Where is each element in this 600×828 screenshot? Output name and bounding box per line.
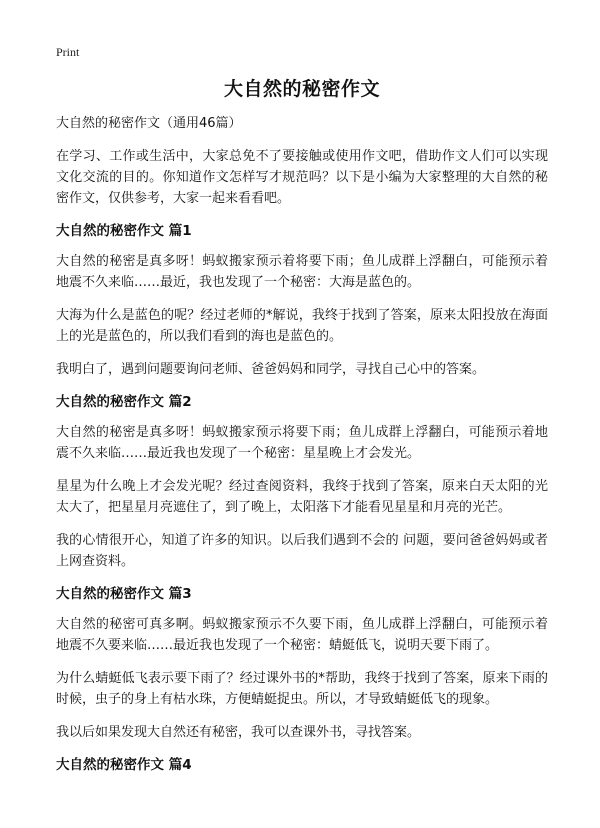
essay-section-1 xyxy=(56,221,548,380)
page-title: 大自然的秘密作文 xyxy=(223,78,380,100)
section-1-paragraph-1: 大自然的秘密是真多呀！蚂蚁搬家预示着将要下雨；鱼儿成群上浮翻白，可能预示着地震不久来临……最近，我也发现了一个秘密：大海是蓝色的。 xyxy=(56,254,548,290)
essay-section-3 xyxy=(56,584,548,743)
intro-paragraph: 在学习、工作或生活中，大家总免不了要接触或使用作文吧，借助作文人们可以实现文化交流的目的。你知道作文怎样写才规范吗？以下是小编为大家整理的大自然的秘密作文，仅供参考，大家一起来看看吧。 xyxy=(56,149,548,206)
section-heading-4: 大自然的秘密作文 篇4 xyxy=(56,757,192,773)
section-2-paragraph-1: 大自然的秘密是真多呀！蚂蚁搬家预示将要下雨；鱼儿成群上浮翻白，可能预示着地震不久来临……最近我也发现了一个秘密：星星晚上才会发光。 xyxy=(56,425,548,461)
section-3-paragraph-1: 大自然的秘密可真多啊。蚂蚁搬家预示不久要下雨，鱼儿成群上浮翻白，可能预示着地震不久要来临……最近我也发现了一个秘密：蜻蜓低飞，说明天要下雨了。 xyxy=(56,617,548,653)
section-3-paragraph-2: 为什么蜻蜓低飞表示要下雨了？经过课外书的*帮助，我终于找到了答案，原来下雨的时候，虫子的身上有枯水珠，方便蜻蜓捉虫。所以，才导致蜻蜓低飞的现象。 xyxy=(56,671,548,707)
section-2-paragraph-3: 我的心情很开心，知道了许多的知识。以后我们遇到不会的 问题，要问爸爸妈妈或者上网查资料。 xyxy=(56,533,548,569)
essay-section-2 xyxy=(56,392,548,572)
section-heading-2: 大自然的秘密作文 篇2 xyxy=(56,394,192,410)
essay-section-4 xyxy=(56,755,548,775)
document-subtitle: 大自然的秘密作文（通用46篇） xyxy=(56,116,242,131)
section-2-paragraph-2: 星星为什么晚上才会发光呢？经过查阅资料，我终于找到了答案，原来白天太阳的光太大了，把星星月亮遮住了，到了晚上，太阳落下才能看见星星和月亮的光芒。 xyxy=(56,479,548,515)
section-heading-1: 大自然的秘密作文 篇1 xyxy=(56,223,192,239)
print-link[interactable]: Print xyxy=(56,45,80,59)
section-3-paragraph-3: 我以后如果发现大自然还有秘密，我可以查课外书，寻找答案。 xyxy=(56,725,421,740)
section-heading-3: 大自然的秘密作文 篇3 xyxy=(56,586,192,602)
section-1-paragraph-3: 我明白了，遇到问题要询问老师、爸爸妈妈和同学，寻找自己心中的答案。 xyxy=(56,362,486,377)
section-1-paragraph-2: 大海为什么是蓝色的呢？经过老师的*解说，我终于找到了答案，原来太阳投放在海面上的光是蓝色的，所以我们看到的海也是蓝色的。 xyxy=(56,308,548,344)
